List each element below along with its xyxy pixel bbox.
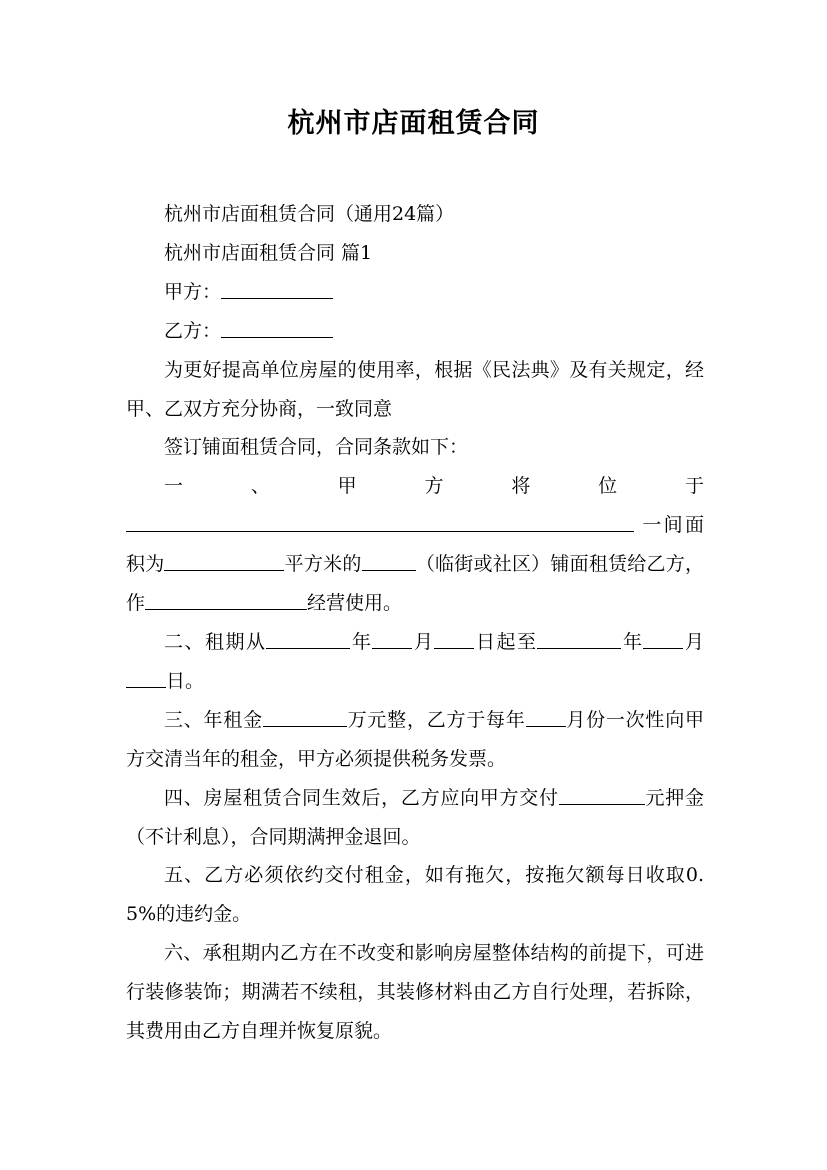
end-month-blank (643, 628, 683, 649)
party-a-blank (221, 278, 333, 299)
start-day-blank (434, 628, 474, 649)
deposit-text: 元押金（不计利息），合同期满押金退回。 (126, 786, 704, 848)
party-b-line (126, 312, 704, 351)
shop-type-text: （临街或社区）铺面租赁给乙方，作 (126, 553, 704, 615)
location-blank (126, 511, 634, 532)
start-year-blank (266, 628, 350, 649)
clause-4 (126, 779, 704, 857)
clause-1-tail: 一间 (642, 514, 685, 537)
document-body (126, 195, 704, 1051)
party-a-line (126, 273, 704, 312)
party-a-label: 甲方： (164, 280, 222, 303)
start-year-label: 年 (350, 630, 373, 653)
shop-type-blank (362, 550, 416, 571)
clause-1-head: 一、甲方将位于 (164, 475, 704, 498)
start-month-label: 月 (412, 630, 435, 653)
end-day-label: 日。 (166, 669, 205, 692)
paragraph-subtitle: 杭州市店面租赁合同（通用24篇） (164, 203, 455, 225)
area-unit: 平方米的 (284, 553, 362, 576)
business-use-blank (145, 589, 307, 610)
lease-term-label: 二、租期从 (164, 630, 267, 653)
end-year-label: 年 (621, 630, 644, 653)
end-year-blank (537, 628, 621, 649)
paragraph-agreement-intro: 签订铺面租赁合同，合同条款如下： (164, 436, 469, 459)
party-b-blank (221, 317, 333, 338)
paragraph-section-heading: 杭州市店面租赁合同 篇1 (164, 241, 373, 264)
payment-month-blank (526, 706, 566, 727)
start-day-label: 日起至 (474, 630, 538, 653)
business-use-text: 经营使用。 (307, 592, 403, 615)
end-day-blank (126, 667, 166, 688)
clause-5: 五、乙方必须依约交付租金，如有拖欠，按拖欠额每日收取0.5%的违约金。 (126, 864, 704, 926)
clause-6: 六、承租期内乙方在不改变和影响房屋整体结构的前提下，可进行装修装饰；期满若不续租，其装修材料由乙方自行处理，若拆除，其费用由乙方自理并恢复原貌。 (126, 942, 704, 1043)
deposit-label: 四、房屋租赁合同生效后，乙方应向甲方交付 (164, 786, 559, 809)
clause-3 (126, 701, 704, 779)
payment-text: 月份一次性向甲方交清当年的租金，甲方必须提供税务发票。 (126, 708, 704, 770)
end-month-label: 月 (683, 630, 704, 653)
clause-2 (126, 623, 704, 701)
area-blank (164, 550, 284, 571)
annual-rent-label: 三、年租金 (164, 708, 263, 731)
paragraph-purpose: 为更好提高单位房屋的使用率，根据《民法典》及有关规定，经甲、乙双方充分协商，一致同意 (126, 358, 704, 420)
start-month-blank (372, 628, 412, 649)
annual-rent-blank (263, 706, 347, 727)
deposit-blank (559, 784, 645, 805)
annual-rent-text: 万元整，乙方于每年 (346, 708, 526, 731)
area-prefix: 面积为 (126, 514, 704, 576)
clause-1-body (126, 506, 704, 623)
party-b-label: 乙方： (164, 319, 222, 342)
document-title: 杭州市店面租赁合同 (287, 108, 540, 139)
